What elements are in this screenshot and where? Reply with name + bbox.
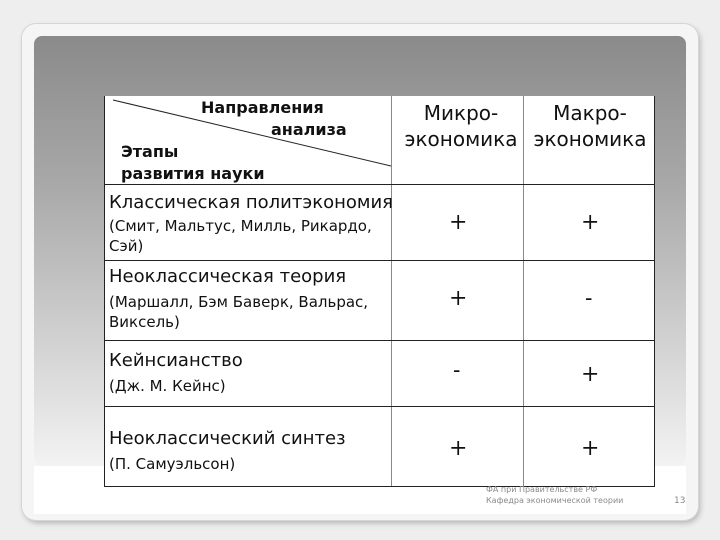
micro-header-line1: Микро-: [423, 101, 499, 125]
row-micro-mark: +: [449, 286, 468, 311]
page-number: 13: [674, 496, 686, 506]
row-divider-3: [105, 406, 654, 407]
directions-label-line1: Направления: [201, 98, 324, 117]
row-macro-mark: +: [581, 362, 600, 387]
row-micro-mark: +: [449, 436, 468, 461]
column-divider-2: [523, 96, 524, 486]
slide-footer-text: [486, 484, 623, 506]
row-authors-line2: Виксель): [109, 313, 180, 331]
stages-label-line1: Этапы: [121, 142, 179, 161]
row-school: Кейнсианство: [109, 350, 243, 371]
row-authors-line2: Сэй): [109, 237, 144, 255]
column-divider-1: [391, 96, 392, 486]
row-micro-mark: -: [453, 358, 461, 383]
macro-header-line2: экономика: [533, 127, 647, 151]
row-micro-mark: +: [449, 210, 468, 235]
row-authors-line1: (Дж. М. Кейнс): [109, 377, 226, 395]
row-macro-mark: +: [581, 210, 600, 235]
row-authors-line1: (Смит, Мальтус, Милль, Рикардо,: [109, 217, 372, 235]
row-divider-2: [105, 340, 654, 341]
row-authors-line1: (Маршалл, Бэм Баверк, Вальрас,: [109, 293, 369, 311]
macro-header-line1: Макро-: [553, 101, 627, 125]
row-school: Неоклассическая теория: [109, 266, 347, 287]
row-divider-1: [105, 260, 654, 261]
row-school: Неоклассический синтез: [109, 428, 346, 449]
row-school: Классическая политэкономия: [109, 192, 393, 213]
directions-label-line2: анализа: [271, 120, 347, 139]
micro-header-line2: экономика: [404, 127, 518, 151]
footer-line1: ФА при Правительстве РФ: [486, 485, 598, 494]
row-authors-line1: (П. Самуэльсон): [109, 455, 236, 473]
comparison-table: [104, 96, 655, 487]
row-macro-mark: -: [585, 286, 593, 311]
macro-header: [527, 100, 653, 152]
row-divider-header: [105, 184, 654, 185]
row-macro-mark: +: [581, 436, 600, 461]
footer-line2: Кафедра экономической теории: [486, 496, 624, 505]
stages-label-line2: развития науки: [121, 164, 265, 183]
micro-header: [397, 100, 525, 152]
